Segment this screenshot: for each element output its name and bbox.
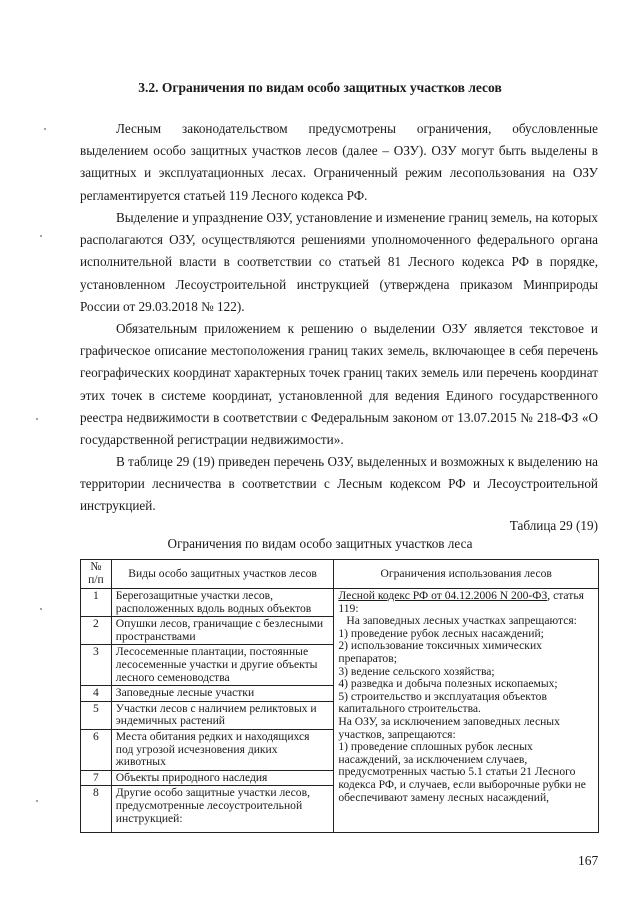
law-reference: Лесной кодекс РФ от 04.12.2006 N 200-ФЗ, статья 119:: [338, 589, 584, 615]
table-header-row: [81, 560, 599, 589]
section-heading: 3.2. Ограничения по видам особо защитных участков лесов: [138, 80, 502, 95]
paragraph-4: В таблице 29 (19) приведен перечень ОЗУ, выделенных и возможных к выделению на территории лесничества в соответствии с Лесным кодексом РФ и Лесоустроительной инструкцией.: [80, 454, 598, 514]
restriction-line: На ОЗУ, за исключением заповедных лесных участков, запрещаются:: [338, 714, 560, 741]
row-kind: Другие особо защитные участки лесов, предусмотренные лесоустроительной инструкцией:: [111, 786, 334, 833]
restrictions-table: [80, 559, 599, 833]
table-title: Ограничения по видам особо защитных участков леса: [167, 536, 473, 551]
scan-speck: [36, 418, 38, 420]
row-kind: Берегозащитные участки лесов, расположенных вдоль водных объектов: [111, 589, 334, 617]
row-kind: Лесосеменные плантации, постоянные лесосеменные участки и другие объекты лесного семеноводства: [111, 645, 334, 686]
page-number: 167: [578, 853, 599, 868]
row-num: 3: [81, 645, 112, 686]
restriction-line: 5) строительство и эксплуатация объектов капитального строительства.: [338, 689, 547, 716]
paragraph-2: Выделение и упразднение ОЗУ, установление и изменение границ земель, на которых располагаются ОЗУ, осуществляются решениями уполномоченного федерального органа исполнительной власти в соответствии со статьей 81 Лесного кодекса РФ в порядке, установленном Лесоустроительной инструкцией (утверждена приказом Минприроды России от 29.03.2018 № 122).: [80, 210, 598, 314]
law-link[interactable]: Лесной кодекс РФ от 04.12.2006 N 200-ФЗ: [338, 589, 548, 602]
restriction-line: 1) проведение рубок лесных насаждений;: [338, 626, 544, 640]
header-kind: Виды особо защитных участков лесов: [111, 560, 334, 589]
table-label: Таблица 29 (19): [509, 518, 598, 533]
row-num: 8: [81, 786, 112, 833]
row-kind: Опушки лесов, граничащие с безлесными пространствами: [111, 617, 334, 645]
row-kind: Места обитания редких и находящихся под угрозой исчезновения диких животных: [111, 729, 334, 770]
row-kind: Заповедные лесные участки: [111, 686, 334, 702]
scan-speck: [40, 235, 42, 237]
scan-speck: [40, 608, 42, 610]
scan-speck: [44, 128, 46, 130]
header-num: № п/п: [81, 560, 112, 589]
restriction-line: 1) проведение сплошных рубок лесных насаждений, за исключением случаев, предусмотренных частью 5.1 статьи 21 Лесного кодекса РФ, и случаев, если выборочные рубки не обеспечивают замену лесных насаждений,: [338, 740, 586, 804]
header-restrictions: Ограничения использования лесов: [334, 560, 599, 589]
restriction-line: 2) использование токсичных химических препаратов;: [338, 639, 542, 665]
row-num: 1: [81, 589, 112, 617]
paragraph-3: Обязательным приложением к решению о выделении ОЗУ является текстовое и графическое описание местоположения границ таких земель, включающее в себя перечень географических координат характерных точек границ таких земель или перечень координат этих точек в системе координат, установленной для ведения Единого государственного реестра недвижимости в соответствии с Федеральным законом от 13.07.2015 № 218-ФЗ «О государственной регистрации недвижимости».: [80, 321, 598, 448]
row-num: 4: [81, 686, 112, 702]
row-num: 7: [81, 770, 112, 786]
row-num: 6: [81, 729, 112, 770]
paragraph-1: Лесным законодательством предусмотрены ограничения, обусловленные выделением особо защитных участков лесов (далее – ОЗУ). ОЗУ могут быть выделены в защитных и эксплуатационных лесах. Ограниченный режим лесопользования на ОЗУ регламентируется статьей 119 Лесного кодекса РФ.: [80, 121, 598, 203]
row-num: 5: [81, 701, 112, 729]
restrictions-cell: [334, 589, 599, 833]
row-kind: Участки лесов с наличием реликтовых и эндемичных растений: [111, 701, 334, 729]
row-kind: Объекты природного наследия: [111, 770, 334, 786]
restriction-line: На заповедных лесных участках запрещаются:: [346, 614, 577, 628]
row-num: 2: [81, 617, 112, 645]
restriction-line: 3) ведение сельского хозяйства;: [338, 664, 495, 678]
table-row: [81, 589, 599, 617]
restriction-line: 4) разведка и добыча полезных ископаемых;: [338, 677, 558, 691]
scan-speck: [36, 800, 38, 802]
